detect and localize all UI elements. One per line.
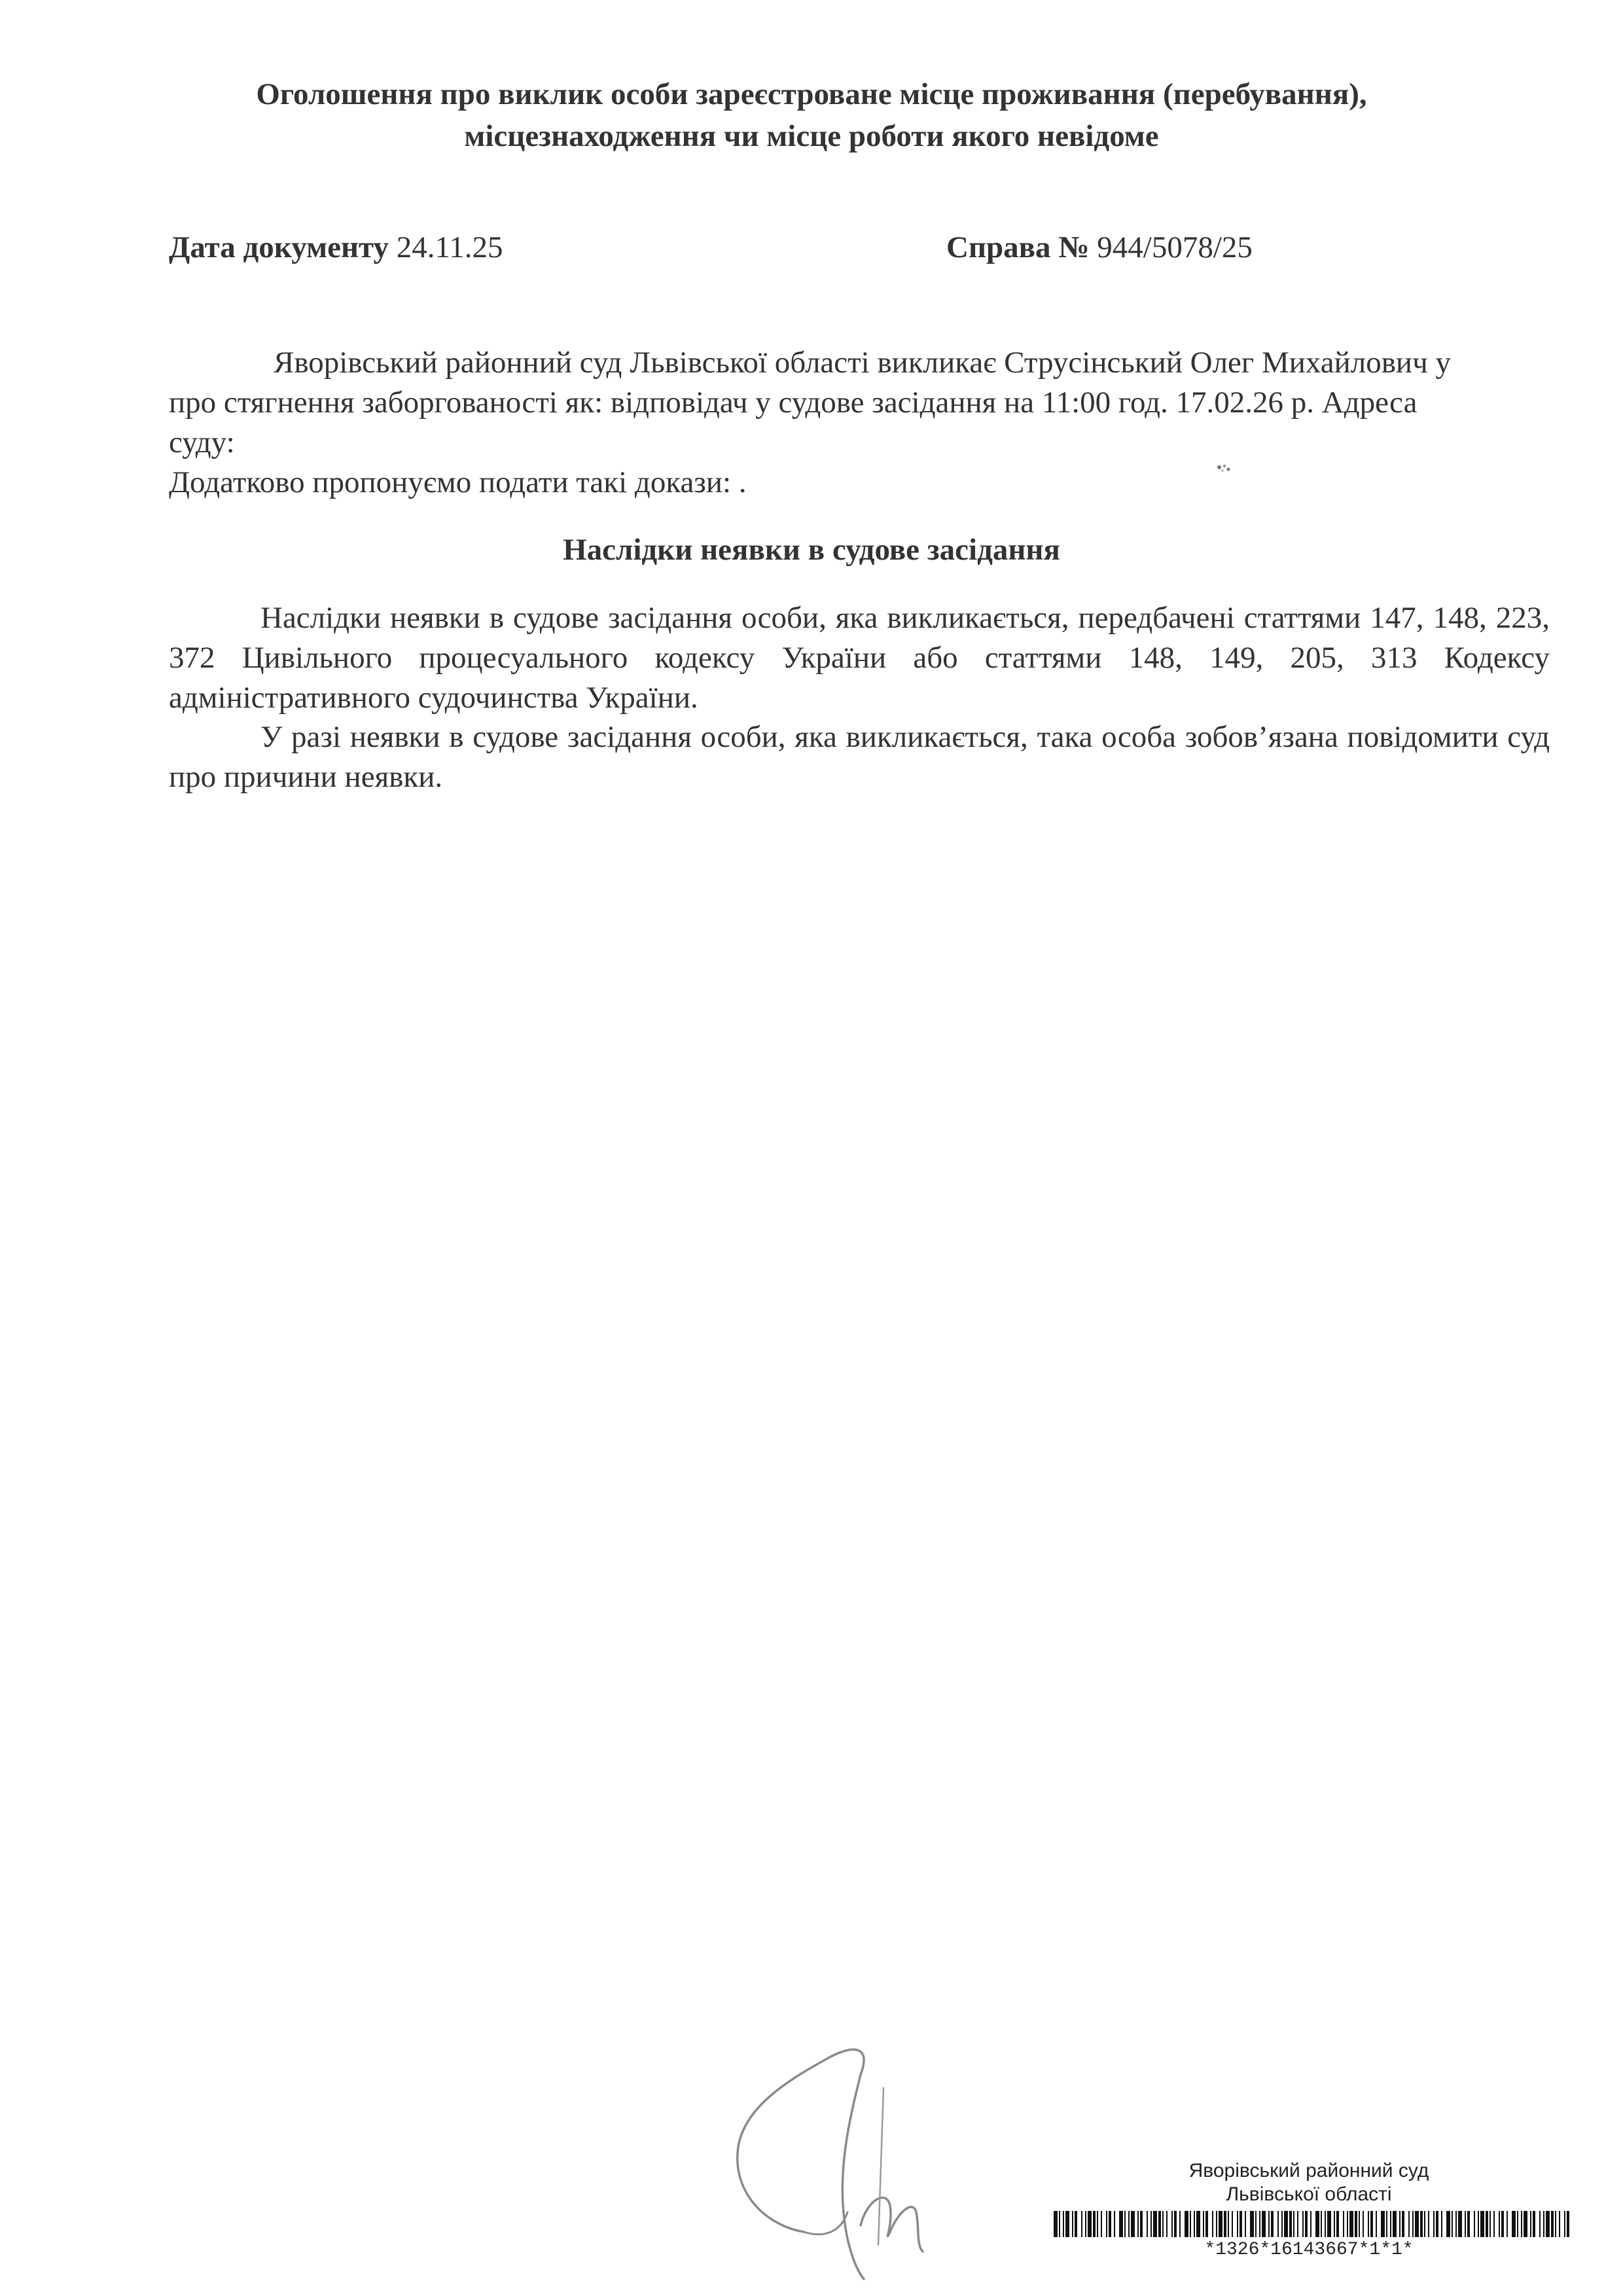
barcode-bar: [1171, 2211, 1173, 2237]
barcode-bar: [1277, 2211, 1279, 2237]
barcode-bar: [1412, 2211, 1414, 2237]
barcode-bar: [1334, 2211, 1335, 2237]
title-line-1: Оголошення про виклик особи зареєстроване місце проживання (перебування),: [256, 77, 1367, 111]
barcode-bar: [1559, 2211, 1560, 2237]
barcode-bar: [1336, 2211, 1339, 2237]
barcode-bar: [1402, 2211, 1404, 2237]
barcode-bar: [1327, 2211, 1331, 2237]
barcode-bar: [1216, 2211, 1217, 2237]
barcode-bar: [1521, 2211, 1522, 2237]
barcode-bar: [1153, 2211, 1157, 2237]
barcode-bar: [1124, 2211, 1126, 2237]
consequences-heading: Наслідки неявки в судове засідання: [563, 533, 1060, 567]
barcode-bar: [1512, 2211, 1516, 2237]
barcode-bar: [1162, 2211, 1164, 2237]
barcode-bar: [1436, 2211, 1438, 2237]
barcode-bar: [1493, 2211, 1495, 2237]
stamp-court-name: Яворівський районний суд: [1188, 2160, 1429, 2181]
barcode-bar: [1245, 2211, 1246, 2237]
barcode-number: *1326*16143667*1*1*: [1204, 2240, 1414, 2260]
barcode-bar: [1441, 2211, 1442, 2237]
barcode-bar: [1347, 2211, 1348, 2237]
case-value: 944/5078/25: [1097, 230, 1253, 264]
barcode-bar: [1131, 2211, 1135, 2237]
barcode-bar: [1262, 2211, 1266, 2237]
handwritten-signature: [726, 2036, 962, 2284]
barcode-bar: [1281, 2211, 1283, 2237]
title-line-2: місцезнаходження чи місце роботи якого невідоме: [464, 119, 1159, 153]
barcode-bar: [1297, 2211, 1298, 2237]
barcode-bar: [1478, 2211, 1479, 2237]
barcode-bar: [1088, 2211, 1092, 2237]
date-label: Дата документу: [169, 230, 389, 264]
barcode-bar: [1567, 2211, 1569, 2237]
barcode-bar: [1543, 2211, 1544, 2237]
case-label: Справа №: [946, 230, 1090, 264]
summons-line-4: Додатково пропонуємо подати такі докази: .: [169, 465, 747, 499]
barcode-bar: [1480, 2211, 1484, 2237]
barcode-bar: [1370, 2211, 1373, 2237]
barcode-bar: [1109, 2211, 1111, 2237]
barcode-bar: [1428, 2211, 1429, 2237]
barcode-bar: [1343, 2211, 1344, 2237]
summons-line-2: про стягнення заборгованості як: відповідач у судове засідання на 11:00 год. 17.02.26 р. Адреса: [169, 386, 1418, 420]
barcode-bar: [1315, 2211, 1319, 2237]
barcode-bar: [1065, 2211, 1069, 2237]
barcode-bar: [1376, 2211, 1377, 2237]
barcode-bar: [1499, 2211, 1500, 2237]
barcode-bar: [1179, 2211, 1181, 2237]
barcode-bar: [1524, 2211, 1527, 2237]
barcode-bar: [1517, 2211, 1518, 2237]
barcode-bar: [1305, 2211, 1308, 2237]
barcode-bar: [1196, 2211, 1200, 2237]
scan-speck-mark: [1214, 461, 1234, 475]
barcode-bar: [1501, 2211, 1504, 2237]
barcode-bar: [1551, 2211, 1554, 2237]
date-value: 24.11.25: [396, 230, 503, 264]
barcode-bar: [1140, 2211, 1143, 2237]
barcode-bar: [1355, 2211, 1357, 2237]
barcode-bar: [1507, 2211, 1508, 2237]
barcode-bar: [1302, 2211, 1304, 2237]
stamp-court-region: Львівської області: [1226, 2183, 1392, 2205]
document-date: [169, 228, 503, 267]
barcode-bar: [1114, 2211, 1115, 2237]
barcode-bar: [1150, 2211, 1152, 2237]
consequences-paragraph-1: Наслідки неявки в судове засідання особи, яка викликається, передбачені статтями 147, 148, 223, 372 Цивільного процесуального кодексу України або статтями 148, 149, 205, 313 Кодексу адміністративного судочинства України.: [169, 601, 1550, 715]
barcode-bar: [1224, 2211, 1226, 2237]
barcode-bar: [1203, 2211, 1204, 2237]
court-stamp: [1041, 2160, 1577, 2291]
barcode-bar: [1119, 2211, 1123, 2237]
barcode-bar: [1349, 2211, 1353, 2237]
summons-paragraph: [169, 343, 1550, 503]
barcode-bar: [1228, 2211, 1229, 2237]
barcode-bar: [1433, 2211, 1435, 2237]
consequences-paragraph-2: У разі неявки в судове засідання особи, яка викликається, така особа зобов’язана повідомити суд про причини неявки.: [169, 720, 1550, 794]
barcode-bar: [1393, 2211, 1397, 2237]
barcode-bar: [1381, 2211, 1385, 2237]
barcode-bar: [1310, 2211, 1311, 2237]
barcode-bar: [1250, 2211, 1254, 2237]
barcode-bar: [1564, 2211, 1565, 2237]
barcode-bar: [1237, 2211, 1238, 2237]
barcode-bar: [1075, 2211, 1077, 2237]
barcode-bar: [1158, 2211, 1161, 2237]
barcode-bar: [1259, 2211, 1260, 2237]
barcode-bar: [1325, 2211, 1326, 2237]
barcode-bar: [1072, 2211, 1073, 2237]
barcode-bar: [1530, 2211, 1531, 2237]
barcode-bar: [1474, 2211, 1475, 2237]
barcode-bar: [1289, 2211, 1292, 2237]
barcode-bar: [1455, 2211, 1457, 2237]
barcode-bar: [1359, 2211, 1360, 2237]
barcode-bar: [1190, 2211, 1191, 2237]
barcode-bar: [1390, 2211, 1391, 2237]
barcode-bar: [1232, 2211, 1233, 2237]
barcode-bar: [1059, 2211, 1060, 2237]
case-number: [946, 228, 1253, 267]
barcode-bar: [1458, 2211, 1462, 2237]
barcode-bar: [1321, 2211, 1322, 2237]
barcode-bar: [1486, 2211, 1488, 2237]
barcode-bar: [1446, 2211, 1450, 2237]
barcode-bar: [1212, 2211, 1213, 2237]
barcode-bar: [1147, 2211, 1148, 2237]
barcode-bar: [1085, 2211, 1086, 2237]
barcode-bar: [1539, 2211, 1541, 2237]
barcode-bar: [1408, 2211, 1410, 2237]
barcode-bar: [1293, 2211, 1294, 2237]
barcode-bar: [1166, 2211, 1168, 2237]
barcode-bar: [1489, 2211, 1491, 2237]
barcode-bar: [1271, 2211, 1274, 2237]
barcode-bar: [1415, 2211, 1419, 2237]
barcode-bar: [1101, 2211, 1102, 2237]
summons-line-1: Яворівський районний суд Львівської області викликає Струсінський Олег Михайлович у: [274, 346, 1451, 380]
barcode-bar: [1137, 2211, 1139, 2237]
barcode-bar: [1219, 2211, 1222, 2237]
barcode-bar: [1106, 2211, 1107, 2237]
barcode-bar: [1424, 2211, 1425, 2237]
barcode-bar: [1386, 2211, 1387, 2237]
barcode-bar: [1555, 2211, 1556, 2237]
barcode-bar: [1255, 2211, 1257, 2237]
barcode-bar: [1174, 2211, 1177, 2237]
barcode-bar: [1368, 2211, 1369, 2237]
barcode-bar: [1128, 2211, 1130, 2237]
barcode-bar: [1268, 2211, 1270, 2237]
barcode-bar: [1420, 2211, 1423, 2237]
barcode-bar: [1093, 2211, 1096, 2237]
barcode-bar: [1194, 2211, 1195, 2237]
barcode-bar: [1054, 2211, 1058, 2237]
barcode-bar: [1363, 2211, 1364, 2237]
barcode-bar: [1097, 2211, 1098, 2237]
document-title: [164, 73, 1459, 157]
barcode-bar: [1284, 2211, 1288, 2237]
barcode-bar: [1546, 2211, 1550, 2237]
barcode-bar: [1533, 2211, 1535, 2237]
barcode-bar: [1081, 2211, 1082, 2237]
summons-line-3: суду:: [169, 425, 235, 459]
barcode-bar: [1205, 2211, 1208, 2237]
barcode-bar: [1467, 2211, 1470, 2237]
barcode-bar: [1240, 2211, 1242, 2237]
barcode-bar: [1399, 2211, 1400, 2237]
barcode-graphic: [1054, 2211, 1571, 2237]
barcode-bar: [1465, 2211, 1466, 2237]
barcode-bar: [1185, 2211, 1188, 2237]
barcode-bar: [1452, 2211, 1453, 2237]
barcode-bar: [1063, 2211, 1064, 2237]
